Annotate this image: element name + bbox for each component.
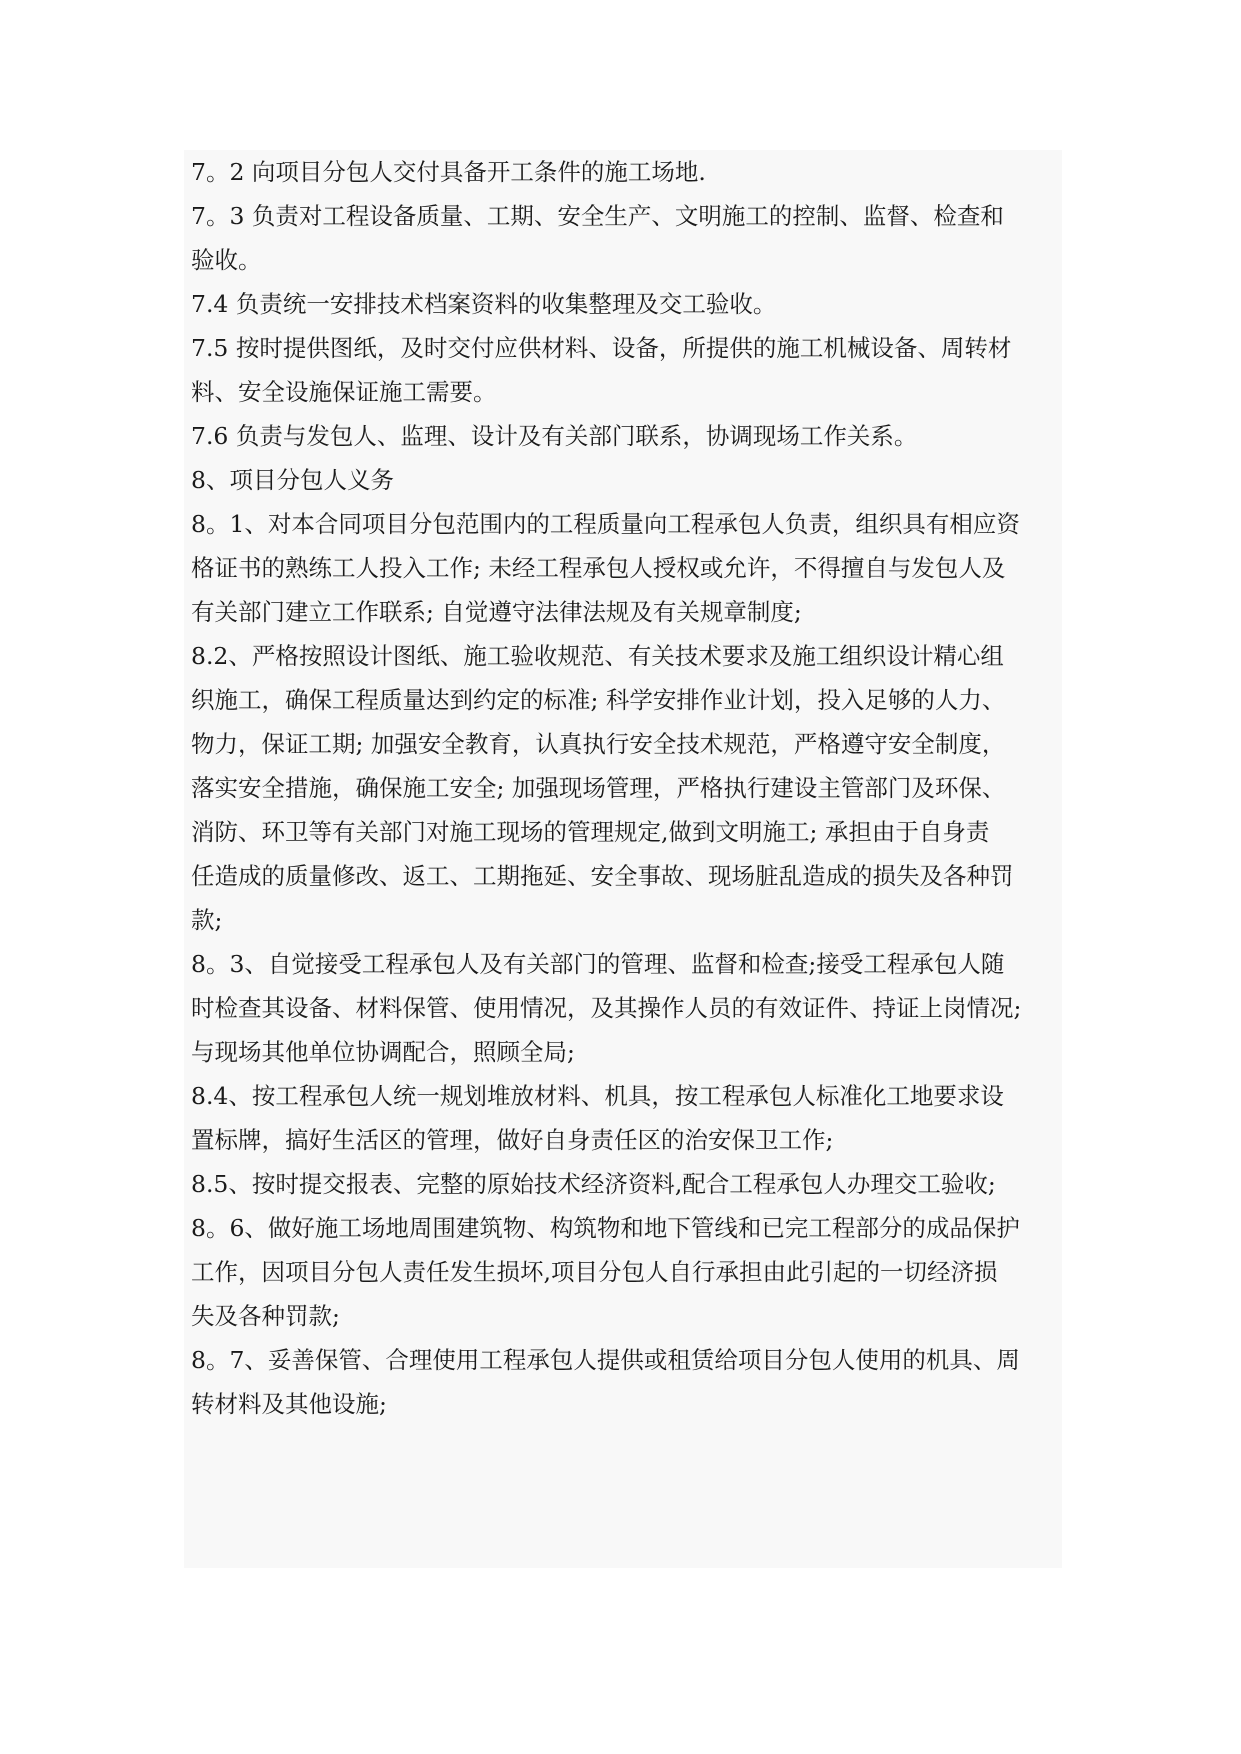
text-line: 有关部门建立工作联系; 自觉遵守法律法规及有关规章制度; [191, 598, 802, 626]
text-line: 任造成的质量修改、返工、工期拖延、安全事故、现场脏乱造成的损失及各种罚 [191, 862, 1014, 890]
text-line: 8。6、做好施工场地周围建筑物、构筑物和地下管线和已完工程部分的成品保护 [191, 1214, 1020, 1242]
text-line: 8.2、严格按照设计图纸、施工验收规范、有关技术要求及施工组织设计精心组 [191, 642, 1004, 670]
text-line: 失及各种罚款; [191, 1302, 340, 1330]
text-line: 7.5 按时提供图纸，及时交付应供材料、设备，所提供的施工机械设备、周转材 [191, 334, 1012, 362]
text-line: 7。3 负责对工程设备质量、工期、安全生产、文明施工的控制、监督、检查和 [191, 202, 1004, 230]
text-line: 时检查其设备、材料保管、使用情况，及其操作人员的有效证件、持证上岗情况; [191, 994, 1022, 1022]
document-text-block [184, 150, 1062, 1568]
text-line: 工作，因项目分包人责任发生损坏,项目分包人自行承担由此引起的一切经济损 [191, 1258, 998, 1286]
text-line: 与现场其他单位协调配合，照顾全局; [191, 1038, 575, 1066]
text-line: 款; [191, 906, 223, 934]
text-line: 料、安全设施保证施工需要。 [191, 378, 497, 406]
text-line: 8。3、自觉接受工程承包人及有关部门的管理、监督和检查;接受工程承包人随 [191, 950, 1005, 978]
text-line: 织施工，确保工程质量达到约定的标准; 科学安排作业计划，投入足够的人力、 [191, 686, 1006, 714]
text-line: 验收。 [191, 246, 262, 274]
text-line: 8、项目分包人义务 [191, 466, 394, 494]
text-line: 8。1、对本合同项目分包范围内的工程质量向工程承包人负责，组织具有相应资 [191, 510, 1020, 538]
text-line: 落实安全措施，确保施工安全; 加强现场管理，严格执行建设主管部门及环保、 [191, 774, 1006, 802]
text-line: 置标牌，搞好生活区的管理，做好自身责任区的治安保卫工作; [191, 1126, 834, 1154]
text-line: 格证书的熟练工人投入工作; 未经工程承包人授权或允许，不得擅自与发包人及 [191, 554, 1006, 582]
text-line: 8。7、妥善保管、合理使用工程承包人提供或租赁给项目分包人使用的机具、周 [191, 1346, 1020, 1374]
text-line: 物力，保证工期; 加强安全教育，认真执行安全技术规范，严格遵守安全制度， [191, 730, 1006, 758]
text-line: 7。2 向项目分包人交付具备开工条件的施工场地. [191, 158, 706, 186]
text-line: 8.5、按时提交报表、完整的原始技术经济资料,配合工程承包人办理交工验收; [191, 1170, 996, 1198]
text-line: 7.4 负责统一安排技术档案资料的收集整理及交工验收。 [191, 290, 777, 318]
text-line: 消防、环卫等有关部门对施工现场的管理规定,做到文明施工; 承担由于自身责 [191, 818, 990, 846]
text-line: 转材料及其他设施; [191, 1390, 387, 1418]
text-line: 7.6 负责与发包人、监理、设计及有关部门联系，协调现场工作关系。 [191, 422, 918, 450]
text-line: 8.4、按工程承包人统一规划堆放材料、机具，按工程承包人标准化工地要求设 [191, 1082, 1004, 1110]
